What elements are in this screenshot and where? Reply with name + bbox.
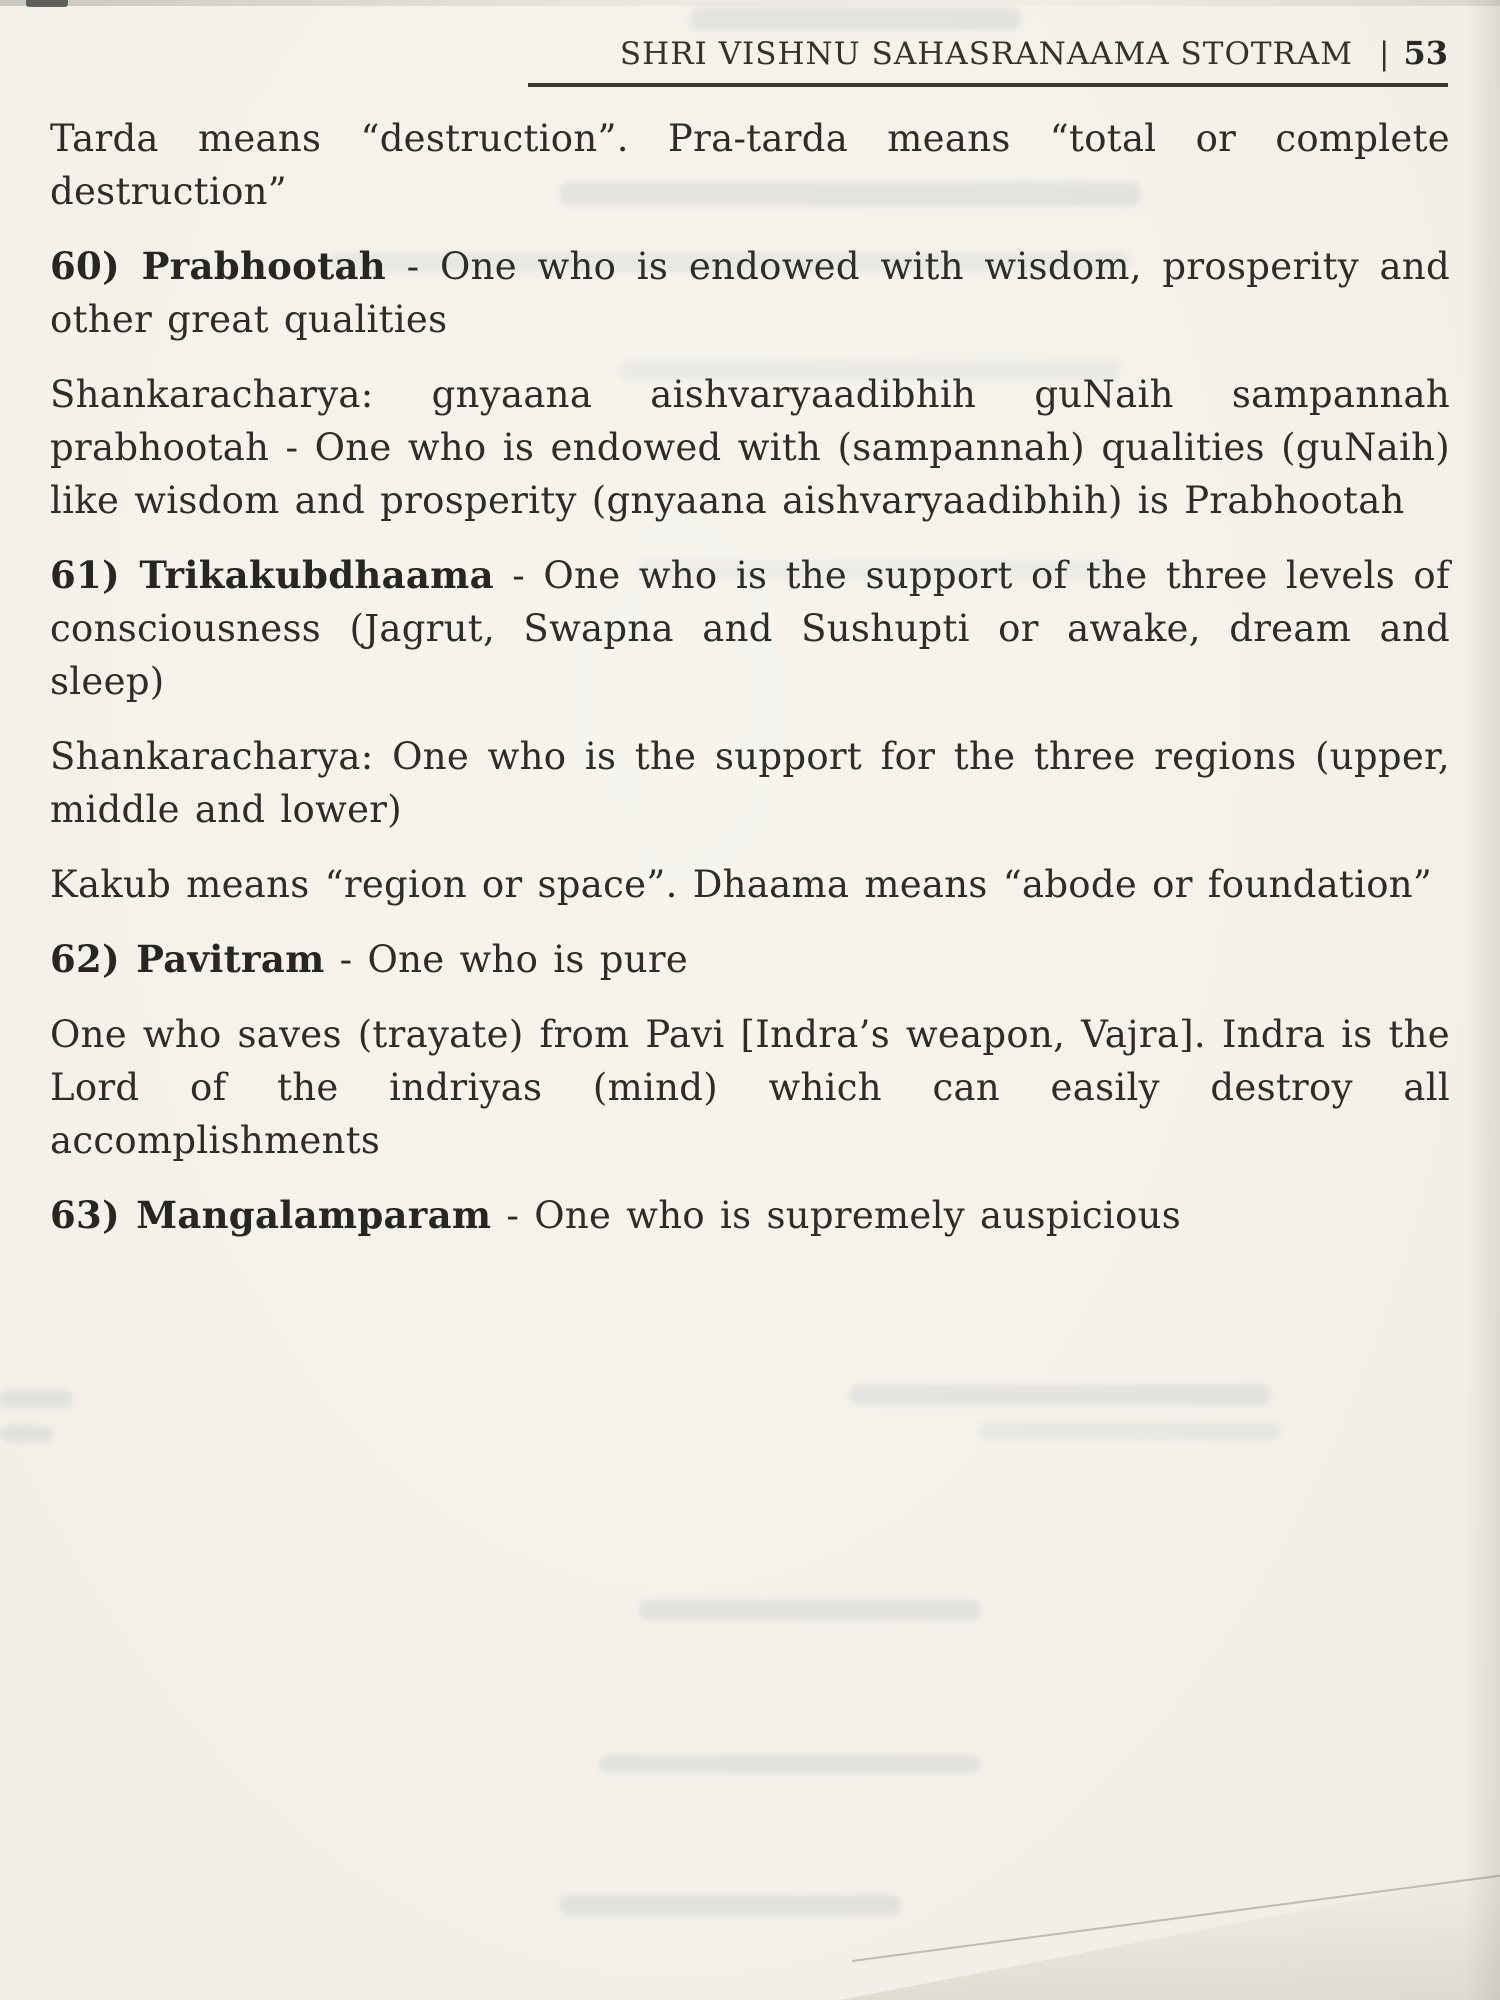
scan-top-edge xyxy=(0,0,1500,6)
entry-text: - One who is the support of the three levels of consciousness (Jagrut, Swapna and Sushupti or awake, dream and sleep) xyxy=(50,554,1451,703)
running-header xyxy=(528,34,1448,87)
entry-text: Tarda means “destruction”. Pra-tarda means “total or complete destruction” xyxy=(50,117,1450,213)
entry-name: 62) Pavitram xyxy=(50,937,325,981)
scan-right-edge xyxy=(1464,0,1500,2000)
header-separator: | xyxy=(1379,36,1390,72)
bleedthrough-artifact xyxy=(600,1755,980,1773)
entry-62-pavitram xyxy=(50,933,1450,986)
header-title: SHRI VISHNU SAHASRANAAMA STOTRAM xyxy=(619,36,1354,72)
bleedthrough-artifact xyxy=(560,1895,900,1915)
entry-61-trikakubdhaama xyxy=(50,549,1450,708)
commentary-pavitram xyxy=(50,1008,1450,1167)
entry-name: 63) Mangalamparam xyxy=(50,1193,492,1237)
entry-text: One who saves (trayate) from Pavi [Indra’s weapon, Vajra]. Indra is the Lord of the indriyas (mind) which can easily destroy all accomplishments xyxy=(50,1013,1450,1162)
page-corner-shadow xyxy=(840,1872,1500,2000)
paragraph-kakub-dhaama-meaning xyxy=(50,858,1450,911)
entry-text: Shankaracharya: One who is the support for the three regions (upper, middle and lower) xyxy=(50,735,1450,831)
entry-text: Shankaracharya: gnyaana aishvaryaadibhih guNaih sampannah prabhootah - One who is endowed with (sampannah) qualities (guNaih) like wisdom and prosperity (gnyaana aishvaryaadibhih) is Prabhootah xyxy=(50,373,1450,522)
page-text-block xyxy=(50,112,1450,1264)
page-number: 53 xyxy=(1403,34,1448,72)
scan-mark xyxy=(26,0,68,7)
bleedthrough-artifact xyxy=(0,1390,72,1408)
entry-text: Kakub means “region or space”. Dhaama means “abode or foundation” xyxy=(50,863,1433,906)
bleedthrough-artifact xyxy=(980,1422,1280,1440)
bleedthrough-artifact xyxy=(690,8,1020,30)
entry-name: 61) Trikakubdhaama xyxy=(50,553,494,597)
bleedthrough-artifact xyxy=(850,1385,1270,1405)
entry-63-mangalamparam xyxy=(50,1189,1450,1242)
commentary-shankaracharya-61 xyxy=(50,730,1450,836)
commentary-shankaracharya-60 xyxy=(50,368,1450,527)
entry-60-prabhootah xyxy=(50,240,1450,346)
entry-text: - One who is pure xyxy=(324,938,689,981)
entry-text: - One who is supremely auspicious xyxy=(491,1194,1182,1237)
bleedthrough-artifact xyxy=(0,1426,52,1442)
paragraph-tarda-meaning xyxy=(50,112,1450,218)
entry-name: 60) Prabhootah xyxy=(50,244,386,288)
bleedthrough-artifact xyxy=(640,1600,980,1620)
entry-text: - One who is endowed with wisdom, prosperity and other great qualities xyxy=(50,245,1450,341)
